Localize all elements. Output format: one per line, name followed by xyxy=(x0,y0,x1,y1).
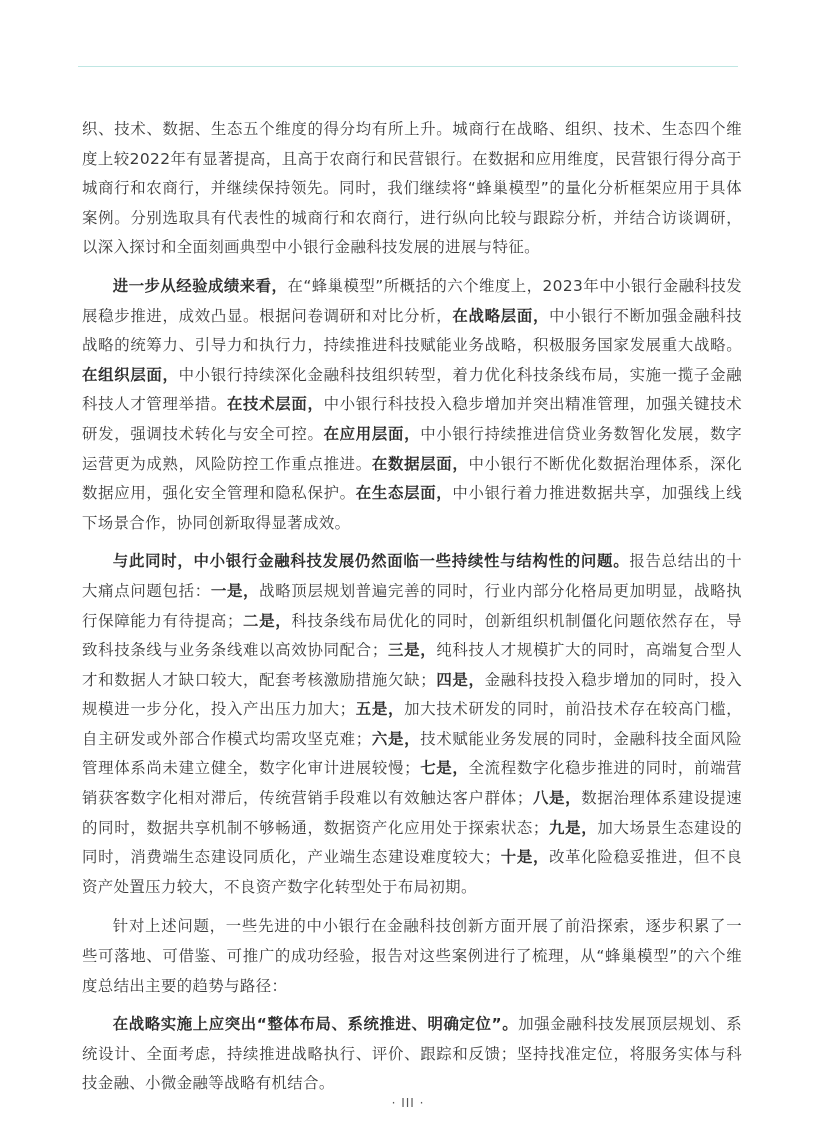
bold-phrase: 六是， xyxy=(371,729,421,748)
bold-phrase: 七是， xyxy=(419,759,469,778)
bold-phrase: 十是， xyxy=(500,848,550,867)
body-text xyxy=(82,115,742,1099)
bold-phrase: 一是， xyxy=(210,581,260,600)
bold-phrase: 在数据层面， xyxy=(371,454,469,473)
header-divider xyxy=(78,66,738,67)
text-run: 纯科技人才规模扩大的同时，高端复合型人才和数据人才缺口较大，配套考核激励措施欠缺； xyxy=(82,641,743,689)
bold-phrase: 四是， xyxy=(436,670,485,689)
text-run: 加强金融科技发展顶层规划、系统设计、全面考虑，持续推进战略执行、评价、跟踪和反馈；坚持找准定位，将服务实体与科技金融、小微金融等战略有机结合。 xyxy=(82,1015,742,1093)
bold-phrase: 八是， xyxy=(532,789,582,808)
text-run: 中小银行持续深化金融科技组织转型，着力优化科技条线布局，实施一揽子金融科技人才管理举措。 xyxy=(82,365,742,414)
bold-phrase: 在战略实施上应突出“整体布局、系统推进、明确定位”。 xyxy=(112,1015,519,1034)
text-run: 加大技术研发的同时，前沿技术存在较高门槛，自主研发或外部合作模式均需攻坚克难； xyxy=(82,700,742,748)
bold-phrase: 在组织层面， xyxy=(82,365,179,384)
page-number: · III · xyxy=(391,1096,425,1110)
bold-phrase: 进一步从经验成绩来看， xyxy=(112,276,288,295)
text-run: 织、技术、数据、生态五个维度的得分均有所上升。城商行在战略、组织、技术、生态四个维度上较2022年有显著提高，且高于农商行和民营银行。在数据和应用维度，民营银行得分高于城商行和农商行，并继续保持领先。同时，我们继续将“蜂巢模型”的量化分析框架应用于具体案例。分别选取具有代表性的城商行和农商行，进行纵向比较与跟踪分析，并结合访谈调研，以深入探讨和全面刻画典型中小银行金融科技发展的进展与特征。 xyxy=(82,120,742,257)
text-run: 中小银行科技投入稳步增加并突出精准管理，加强关键技术研发，强调技术转化与安全可控。 xyxy=(82,395,743,443)
bold-phrase: 在战略层面， xyxy=(452,306,550,325)
text-run: 技术赋能业务发展的同时，金融科技全面风险管理体系尚未建立健全，数字化审计进展较慢； xyxy=(82,729,742,778)
bold-phrase: 三是， xyxy=(387,641,437,660)
text-run: 改革化险稳妥推进，但不良资产处置压力较大，不良资产数字化转型处于布局初期。 xyxy=(82,848,743,896)
text-run: 数据治理体系建设提速的同时，数据共享机制不够畅通，数据资产化应用处于探索状态； xyxy=(82,789,742,837)
text-run: 科技条线布局优化的同时，创新组织机制僵化问题依然存在，导致科技条线与业务条线难以高效协同配合； xyxy=(82,611,742,660)
bold-phrase: 与此同时，中小银行金融科技发展仍然面临一些持续性与结构性的问题。 xyxy=(112,552,630,571)
paragraph-pain-points xyxy=(82,547,742,902)
text-run: 中小银行着力推进数据共享，加强线上线下场景合作，协同创新取得显著成效。 xyxy=(82,484,742,532)
bold-phrase: 二是， xyxy=(242,611,292,630)
paragraph-strategy-implementation xyxy=(82,1010,742,1099)
text-run: 全流程数字化稳步推进的同时，前端营销获客数字化相对滞后，传统营销手段难以有效触达客户群体； xyxy=(82,759,742,808)
bold-phrase: 在技术层面， xyxy=(226,395,324,414)
text-run: 在“蜂巢模型”所概括的六个维度上，2023年中小银行金融科技发展稳步推进，成效凸显。根据问卷调研和对比分析， xyxy=(82,276,743,325)
bold-phrase: 在应用层面， xyxy=(323,424,421,443)
text-run: 针对上述问题，一些先进的中小银行在金融科技创新方面开展了前沿探索，逐步积累了一些可落地、可借鉴、可推广的成功经验，报告对这些案例进行了梳理，从“蜂巢模型”的六个维度总结出主要的趋势与路径： xyxy=(82,917,742,995)
bold-phrase: 九是， xyxy=(548,818,598,837)
text-run: 金融科技投入稳步增加的同时，投入规模进一步分化，投入产出压力加大； xyxy=(82,670,743,719)
paragraph-dimension-scores xyxy=(82,115,742,263)
bold-phrase: 五是， xyxy=(355,700,405,719)
text-run: 中小银行不断加强金融科技战略的统筹力、引导力和执行力，持续推进科技赋能业务战略，积极服务国家发展重大战略。 xyxy=(82,306,743,355)
text-run: 战略顶层规划普遍完善的同时，行业内部分化格局更加明显，战略执行保障能力有待提高； xyxy=(82,581,742,630)
text-run: 加大场景生态建设的同时，消费端生态建设同质化，产业端生态建设难度较大； xyxy=(82,818,743,867)
bold-phrase: 在生态层面， xyxy=(355,484,453,503)
text-run: 中小银行持续推进信贷业务数智化发展，数字运营更为成熟，风险防控工作重点推进。 xyxy=(82,424,742,473)
text-run: 报告总结出的十大痛点问题包括： xyxy=(82,552,742,600)
text-run: 中小银行不断优化数据治理体系，深化数据应用，强化安全管理和隐私保护。 xyxy=(82,454,742,503)
paragraph-achievements xyxy=(82,272,742,538)
paragraph-explorations xyxy=(82,912,742,1001)
